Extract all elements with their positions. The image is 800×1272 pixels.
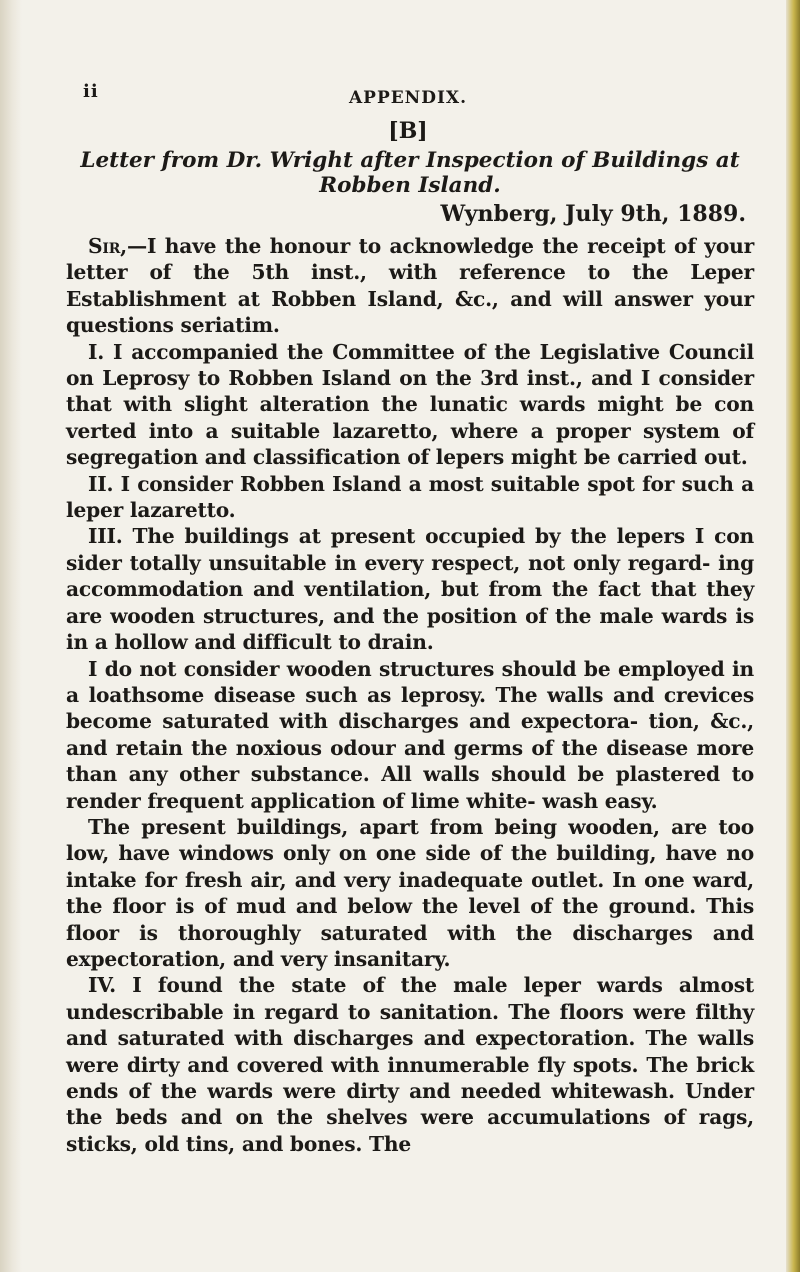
page-number: ii [83, 81, 99, 102]
letter-body [66, 233, 754, 1157]
paragraph-section-ii: II. I consider Robben Island a most suitable spot for such a leper lazaretto. [66, 471, 754, 523]
paragraph-opening [66, 233, 754, 339]
paragraph-section-iii: III. The buildings at present occupied by the lepers I con sider totally unsuitable in every respect, not only regard- ing accommodation and ventilation, but from the fact that they are wooden structures, and the position of the male wards is in a hollow and difficult to drain. [66, 524, 754, 655]
paragraph-wooden-structures: I do not consider wooden structures should be employed in a loathsome disease such as leprosy. The walls and crevices become saturated with discharges and expectora- tion, &c., and retain the noxious odour and germs of the disease more than any other substance. All walls should be plastered to render frequent application of lime white- wash easy. [66, 656, 754, 813]
date-line: Wynberg, July 9th, 1889. [440, 201, 746, 227]
paragraph-opening-text: —I have the honour to acknowledge the receipt of your letter of the 5th inst., with reference to the Leper Establishment at Robben Island, &c., and will answer your questions seriatim. [66, 234, 754, 338]
page-gutter-left [0, 0, 22, 1272]
paragraph-section-i: I. I accompanied the Committee of the Legislative Council on Leprosy to Robben Island on the 3rd inst., and I consider that with slight alteration the lunatic wards might be con verted into a suitable lazaretto, where a proper system of segregation and classification of lepers might be carried out. [66, 339, 754, 470]
paragraph-present-buildings: The present buildings, apart from being wooden, are too low, have windows only on one side of the building, have no intake for fresh air, and very inadequate outlet. In one ward, the floor is of mud and below the level of the ground. This floor is thoroughly saturated with the discharges and expectoration, and very insanitary. [66, 814, 754, 971]
page-edge-right [786, 0, 800, 1272]
document-page [48, 0, 768, 1272]
salutation: Sir, [88, 234, 127, 258]
letter-heading: Letter from Dr. Wright after Inspection of Buildings at Robben Island. [80, 148, 740, 198]
section-label: [B] [388, 118, 428, 144]
running-head: APPENDIX. [348, 88, 468, 108]
paragraph-section-iv: IV. I found the state of the male leper wards almost undescribable in regard to sanitation. The floors were filthy and saturated with discharges and expectoration. The walls were dirty and covered with innumerable fly spots. The brick ends of the wards were dirty and needed whitewash. Under the beds and on the shelves were accumulations of rags, sticks, old tins, and bones. The [66, 973, 754, 1156]
